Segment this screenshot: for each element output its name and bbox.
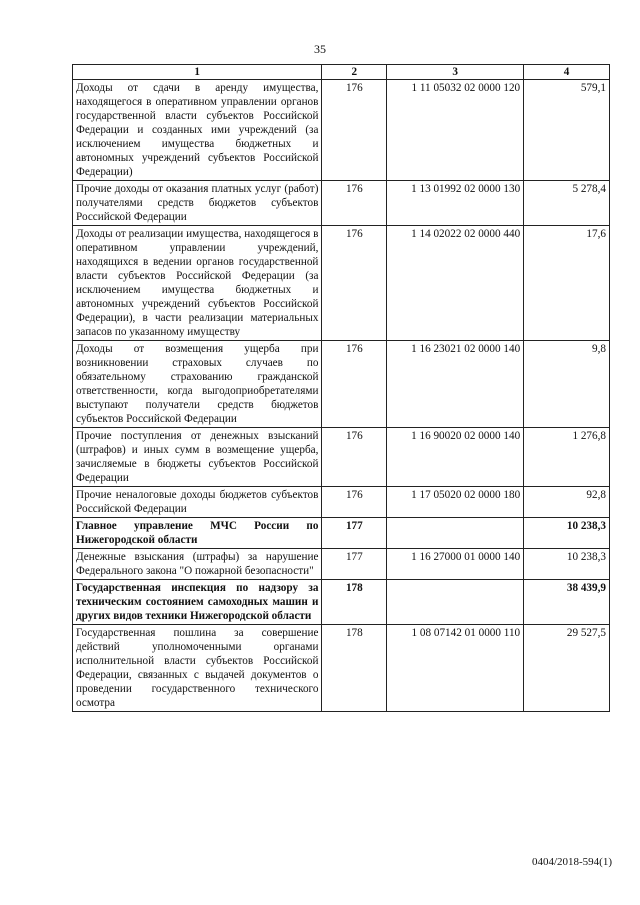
budget-classification-code-cell: 1 16 23021 02 0000 140 [387,341,524,428]
budget-classification-code-cell: 1 16 90020 02 0000 140 [387,428,524,487]
amount-cell: 29 527,5 [524,625,610,712]
budget-classification-code-cell [387,580,524,625]
amount-cell: 579,1 [524,80,610,181]
admin-code-cell: 176 [322,181,387,226]
table-row-organization [73,580,610,625]
header-col-3: 3 [387,65,524,80]
amount-cell: 10 238,3 [524,518,610,549]
header-col-4: 4 [524,65,610,80]
header-col-2: 2 [322,65,387,80]
revenue-name-cell: Прочие неналоговые доходы бюджетов субъектов Российской Федерации [73,487,322,518]
amount-cell: 92,8 [524,487,610,518]
budget-classification-code-cell: 1 13 01992 02 0000 130 [387,181,524,226]
revenue-name-cell: Доходы от возмещения ущерба при возникновении страховых случаев по обязательному страхованию гражданской ответственности, когда выгодоприобретателями выступают получатели средств бюджетов субъектов Российской Федерации [73,341,322,428]
revenue-name-cell: Прочие поступления от денежных взысканий (штрафов) и иных сумм в возмещение ущерба, зачисляемые в бюджеты субъектов Российской Федерации [73,428,322,487]
revenue-name-cell: Доходы от реализации имущества, находящегося в оперативном управлении учреждений, находящихся в ведении органов государственной власти субъектов Российской Федерации (за исключением имущества бюджетных и автономных учреждений субъектов Российской Федерации), в части реализации материальных запасов по указанному имуществу [73,226,322,341]
table-row [73,226,610,341]
table-row [73,625,610,712]
admin-code-cell: 176 [322,428,387,487]
amount-cell: 38 439,9 [524,580,610,625]
admin-code-cell: 176 [322,226,387,341]
revenue-name-cell: Доходы от сдачи в аренду имущества, находящегося в оперативном управлении органов государственной власти субъектов Российской Федерации и созданных ими учреждений (за исключением имущества бюджетных и автономных учреждений субъектов Российской Федерации) [73,80,322,181]
header-col-1: 1 [73,65,322,80]
revenue-name-cell: Главное управление МЧС России по Нижегородской области [73,518,322,549]
admin-code-cell: 178 [322,580,387,625]
admin-code-cell: 177 [322,549,387,580]
revenue-name-cell: Государственная пошлина за совершение действий уполномоченными органами исполнительной власти субъектов Российской Федерации, связанных с выдачей документов о проведении государственного технического осмотра [73,625,322,712]
table-row [73,428,610,487]
admin-code-cell: 177 [322,518,387,549]
admin-code-cell: 178 [322,625,387,712]
admin-code-cell: 176 [322,80,387,181]
admin-code-cell: 176 [322,341,387,428]
table-row-organization [73,518,610,549]
budget-classification-code-cell: 1 14 02022 02 0000 440 [387,226,524,341]
table-row [73,549,610,580]
revenue-name-cell: Денежные взыскания (штрафы) за нарушение Федерального закона "О пожарной безопасности" [73,549,322,580]
revenue-name-cell: Прочие доходы от оказания платных услуг (работ) получателями средств бюджетов субъектов Российской Федерации [73,181,322,226]
revenue-table [72,64,610,712]
document-code: 0404/2018-594(1) [531,856,612,868]
table-row [73,341,610,428]
amount-cell: 9,8 [524,341,610,428]
budget-classification-code-cell: 1 08 07142 01 0000 110 [387,625,524,712]
amount-cell: 5 278,4 [524,181,610,226]
amount-cell: 1 276,8 [524,428,610,487]
table-header-row [73,65,610,80]
table-row [73,487,610,518]
budget-classification-code-cell: 1 17 05020 02 0000 180 [387,487,524,518]
admin-code-cell: 176 [322,487,387,518]
table-row [73,80,610,181]
budget-classification-code-cell: 1 11 05032 02 0000 120 [387,80,524,181]
budget-classification-code-cell [387,518,524,549]
budget-classification-code-cell: 1 16 27000 01 0000 140 [387,549,524,580]
amount-cell: 10 238,3 [524,549,610,580]
page-number: 35 [314,42,326,56]
revenue-name-cell: Государственная инспекция по надзору за техническим состоянием самоходных машин и других видов техники Нижегородской области [73,580,322,625]
amount-cell: 17,6 [524,226,610,341]
table-row [73,181,610,226]
